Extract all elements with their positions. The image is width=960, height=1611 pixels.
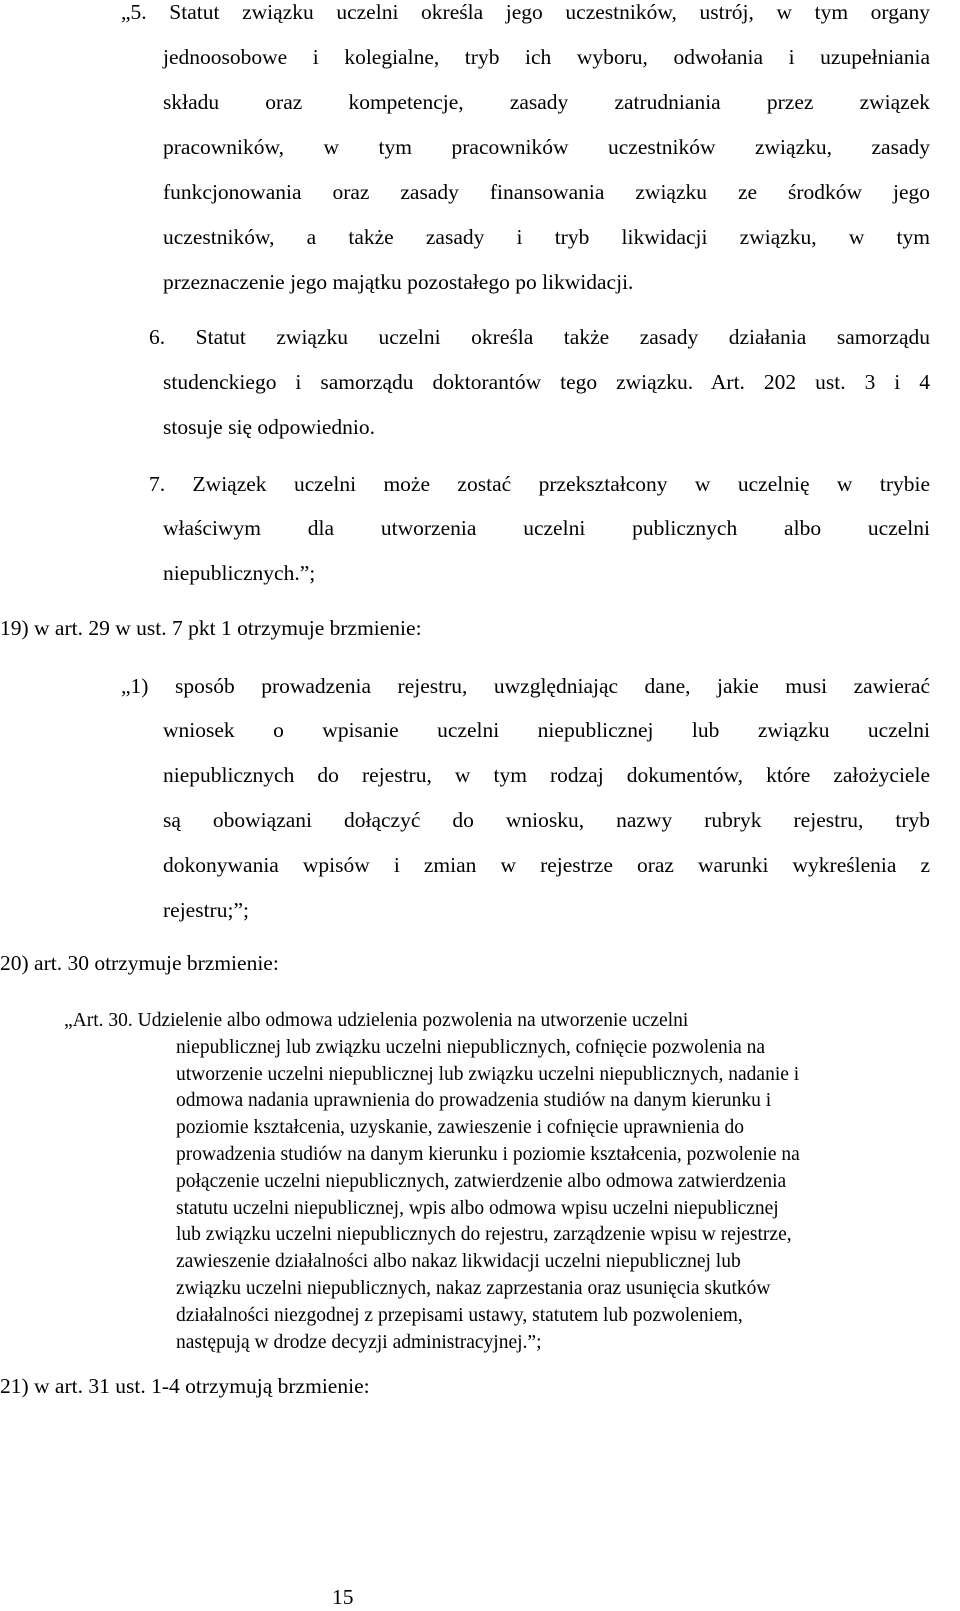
paragraph-5 (121, 0, 930, 35)
paragraph-5-line: jednoosobowe i kolegialne, tryb ich wyboru, odwołania i uzupełniania (163, 45, 930, 69)
article-30-line: następują w drodze decyzji administracyjnej.”; (176, 1331, 542, 1353)
article-30-line: statutu uczelni niepublicznej, wpis albo odmowa wpisu uczelni niepublicznej (176, 1197, 779, 1219)
article-30-line: prowadzenia studiów na danym kierunku i poziomie kształcenia, pozwolenie na (176, 1143, 800, 1165)
article-30-line: działalności niezgodnej z przepisami ustawy, statutem lub pozwoleniem, (176, 1304, 743, 1326)
paragraph-7-line: 7. Związek uczelni może zostać przekształcony w uczelnię w trybie (149, 472, 930, 496)
article-30-line: niepublicznej lub związku uczelni niepublicznych, cofnięcie pozwolenia na (176, 1036, 766, 1058)
paragraph-7 (149, 462, 930, 507)
paragraph-5-body (163, 35, 930, 305)
article-30-line: połączenie uczelni niepublicznych, zatwierdzenie albo odmowa zatwierdzenia (176, 1170, 787, 1192)
point-1-line: rejestru;”; (163, 898, 249, 922)
amendment-item-20: 20) art. 30 otrzymuje brzmienie: (0, 951, 279, 975)
paragraph-7-line: niepublicznych.”; (163, 561, 316, 585)
paragraph-6-body (163, 360, 930, 450)
article-30-line: związku uczelni niepublicznych, nakaz zaprzestania oraz usunięcia skutków (176, 1277, 771, 1299)
paragraph-5-line: funkcjonowania oraz zasady finansowania związku ze środków jego (163, 180, 930, 204)
article-30-line: utworzenie uczelni niepublicznej lub związku uczelni niepublicznych, nadanie i (176, 1063, 800, 1085)
page-number: 15 (332, 1585, 354, 1609)
amendment-item-19: 19) w art. 29 w ust. 7 pkt 1 otrzymuje brzmienie: (0, 616, 422, 640)
article-30-line: odmowa nadania uprawnienia do prowadzenia studiów na danym kierunku i (176, 1090, 772, 1112)
article-30-line: zawieszenie działalności albo nakaz likwidacji uczelni niepublicznej lub (176, 1251, 741, 1273)
point-1-line: niepublicznych do rejestru, w tym rodzaj dokumentów, które założyciele (163, 763, 930, 787)
paragraph-6 (149, 315, 930, 360)
point-1-line: wniosek o wpisanie uczelni niepublicznej lub związku uczelni (163, 718, 930, 742)
amendment-item-21: 21) w art. 31 ust. 1-4 otrzymują brzmienie: (0, 1374, 370, 1398)
article-30-body (176, 1035, 800, 1357)
article-30-quote (64, 1008, 688, 1035)
article-30-line: poziomie kształcenia, uzyskanie, zawieszenie i cofnięcie uprawnienia do (176, 1117, 744, 1139)
paragraph-5-line: „5. Statut związku uczelni określa jego uczestników, ustrój, w tym organy (121, 0, 930, 24)
paragraph-7-line: właściwym dla utworzenia uczelni publicznych albo uczelni (163, 516, 930, 540)
paragraph-5-line: uczestników, a także zasady i tryb likwidacji związku, w tym (163, 225, 930, 249)
paragraph-6-line: studenckiego i samorządu doktorantów tego związku. Art. 202 ust. 3 i 4 (163, 370, 930, 394)
paragraph-6-line: 6. Statut związku uczelni określa także zasady działania samorządu (149, 325, 930, 349)
paragraph-7-body (163, 506, 930, 596)
point-1-body (163, 708, 930, 933)
paragraph-6-line: stosuje się odpowiednio. (163, 415, 375, 439)
article-30-line: „Art. 30. Udzielenie albo odmowa udzielenia pozwolenia na utworzenie uczelni (64, 1010, 689, 1031)
point-1-quote (121, 664, 930, 709)
point-1-line: dokonywania wpisów i zmian w rejestrze oraz warunki wykreślenia z (163, 853, 930, 877)
paragraph-5-line: przeznaczenie jego majątku pozostałego po likwidacji. (163, 270, 634, 294)
paragraph-5-line: składu oraz kompetencje, zasady zatrudniania przez związek (163, 90, 930, 114)
point-1-line: „1) sposób prowadzenia rejestru, uwzględniając dane, jakie musi zawierać (121, 674, 930, 698)
paragraph-5-line: pracowników, w tym pracowników uczestników związku, zasady (163, 135, 930, 159)
article-30-line: lub związku uczelni niepublicznych do rejestru, zarządzenie wpisu w rejestrze, (176, 1224, 792, 1246)
point-1-line: są obowiązani dołączyć do wniosku, nazwy rubryk rejestru, tryb (163, 808, 930, 832)
